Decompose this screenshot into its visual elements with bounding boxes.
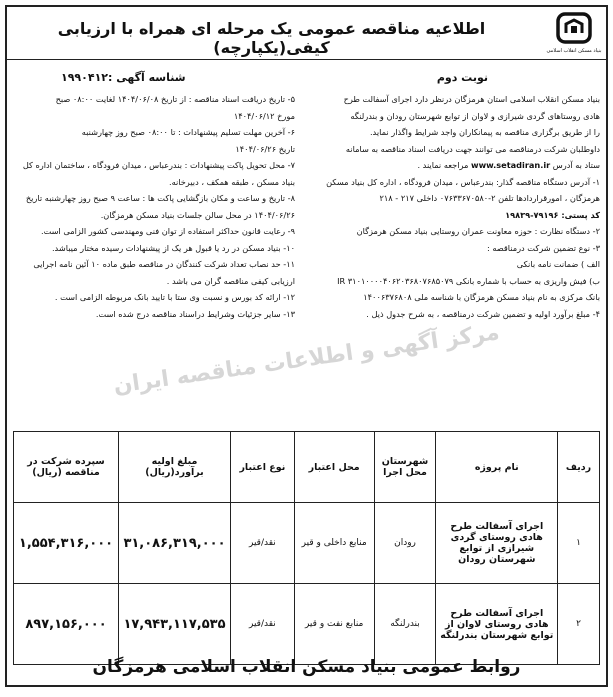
text-line: ۱۳- سایر جزئیات وشرایط دراسناد مناقصه درج شده است.	[95, 308, 295, 319]
text-line: کد پستی: ۷۹۱۹۶-۱۹۸۳۹	[505, 209, 600, 220]
col-header-credit-source: محل اعتبار	[294, 432, 374, 503]
tender-notice	[5, 5, 608, 687]
left-column	[15, 91, 295, 322]
cell-project: اجرای آسفالت طرح هادی روستای گردی شیرازی از توابع شهرستان رودان	[436, 503, 558, 584]
text-line: ۸- تاریخ و ساعت و مکان بازگشایی پاکت ها : ساعت ۹ صبح روز چهارشنبه تاریخ	[25, 193, 295, 203]
watermark-text: مرکز آگهی و اطلاعات مناقصه ایران	[111, 320, 502, 399]
logo-caption: بنیاد مسکن انقلاب اسلامی	[546, 48, 602, 54]
table-header-row	[14, 432, 600, 503]
cell-credit-type: نقد/قیر	[230, 584, 294, 665]
text-line: ۱۲- ارائه کد بورس و نسبت وی ستا با تایید بانک مربوطه الزامی است .	[54, 292, 295, 302]
notice-header	[7, 7, 606, 60]
organization-logo	[546, 11, 602, 55]
text-line	[308, 157, 600, 174]
text-line: ۵- تاریخ دریافت اسناد مناقصه : از تاریخ ۱۴۰۴/۰۶/۰۸ لغایت ۰۸:۰۰ صبح	[55, 94, 295, 104]
cell-city: رودان	[374, 503, 436, 584]
cell-project: اجرای آسفالت طرح هادی روستای لاوان از توابع شهرستان بندرلنگه	[436, 584, 558, 665]
text-line: ۱۴۰۴/۰۶/۲۶ در محل سالن جلسات بنیاد مسکن هرمزگان.	[100, 209, 295, 220]
footer-signature: روابط عمومی بنیاد مسکن انقلاب اسلامی هرمزگان	[92, 657, 521, 677]
round-label: نوبت دوم	[436, 71, 488, 84]
text-line: ۶- آخرین مهلت تسلیم پیشنهادات : تا ۰۸:۰۰ صبح روز چهارشنبه	[81, 127, 295, 137]
cell-estimate: ۳۱,۰۸۶,۳۱۹,۰۰۰	[119, 503, 231, 584]
text-line: بنیاد مسکن ، طبقه همکف ، دبیرخانه.	[168, 176, 295, 187]
text-line: را از طریق برگزاری مناقصه به پیمانکاران واجد شرایط واگذار نماید.	[369, 127, 600, 137]
cell-row-no: ۱	[558, 503, 600, 584]
website-suffix: مراجعه نمایند .	[417, 160, 469, 170]
text-line: ۴- مبلغ برآورد اولیه و تضمین شرکت درمناقصه ، به شرح جدول ذیل .	[366, 308, 600, 319]
text-line: هادی روستاهای گردی شیرازی و لاوان از توابع شهرستان رودان و بندرلنگه	[350, 110, 600, 121]
col-header-deposit: سپرده شرکت در مناقصه (ریال)	[14, 432, 119, 503]
cell-row-no: ۲	[558, 584, 600, 665]
text-line: داوطلبان شرکت درمناقصه می توانند جهت دریافت اسناد مناقصه به سامانه	[345, 143, 600, 154]
text-line: ب) فیش واریزی به حساب با شماره بانکی IR ۳۱۰۱۰۰۰۰۴۰۶۲۰۳۶۸۰۷۶۸۵۰۷۹	[337, 275, 600, 286]
text-line: ۱۰- بنیاد مسکن در رد یا قبول هر یک از پیشنهادات رسیده مختار میباشد.	[51, 242, 295, 253]
tender-table	[13, 431, 600, 665]
website-prefix: ستاد به آدرس	[552, 160, 600, 170]
text-line: بنیاد مسکن انقلاب اسلامی استان هرمزگان درنظر دارد اجرای آسفالت طرح	[343, 94, 600, 104]
table-row	[14, 503, 600, 584]
col-header-project: نام پروژه	[436, 432, 558, 503]
text-line: ۹- رعایت قانون حداکثر استفاده از توان فنی ومهندسی کشور الزامی است.	[40, 226, 295, 236]
cell-credit-source: منابع نفت و قیر	[294, 584, 374, 665]
cell-credit-type: نقد/قیر	[230, 503, 294, 584]
cell-credit-source: منابع داخلی و قیر	[294, 503, 374, 584]
cell-estimate: ۱۷,۹۴۳,۱۱۷,۵۳۵	[119, 584, 231, 665]
ad-id: شناسه آگهی :۱۹۹۰۴۱۲	[61, 71, 186, 84]
cell-deposit: ۱,۵۵۴,۳۱۶,۰۰۰	[14, 503, 119, 584]
text-line: هرمزگان ، امورقراردادها تلفن ۲-۰۷۶۳۳۶۷۰۵۸۰ داخلی ۲۱۷ - ۲۱۸	[379, 193, 600, 203]
website-link[interactable]: www.setadiran.ir	[471, 160, 551, 170]
table-row	[14, 584, 600, 665]
text-line: تاریخ ۱۴۰۴/۰۶/۲۶	[235, 143, 295, 154]
text-line: ۱۱- حد نصاب تعداد شرکت کنندگان در مناقصه طبق ماده ۱۰ آئین نامه اجرایی	[33, 259, 295, 269]
text-line: الف ) ضمانت نامه بانکی	[516, 259, 600, 269]
col-header-city: شهرستان محل اجرا	[374, 432, 436, 503]
text-line: ۳- نوع تضمین شرکت درمناقصه :	[486, 242, 600, 253]
house-logo-icon	[546, 11, 602, 55]
text-line: مورخ ۱۴۰۴/۰۶/۱۲	[233, 110, 295, 121]
cell-city: بندرلنگه	[374, 584, 436, 665]
text-line: ۷- محل تحویل پاکت پیشنهادات : بندرعباس ، میدان فرودگاه ، ساختمان اداره کل	[22, 160, 295, 170]
col-header-estimate: مبلغ اولیه برآورد(ریال)	[119, 432, 231, 503]
text-line: بانک مرکزی به نام بنیاد مسکن هرمزگان با شناسه ملی ۱۴۰۰۶۳۷۶۸۰۸	[363, 292, 600, 302]
col-header-row-no: ردیف	[558, 432, 600, 503]
notice-title: اطلاعیه مناقصه عمومی یک مرحله ای همراه با ارزیابی کیفی(یکپارچه)	[57, 19, 486, 57]
text-line: ۲- دستگاه نظارت : حوزه معاونت عمران روستایی بنیاد مسکن هرمزگان	[356, 226, 600, 236]
cell-deposit: ۸۹۷,۱۵۶,۰۰۰	[14, 584, 119, 665]
right-column	[308, 91, 600, 322]
col-header-credit-type: نوع اعتبار	[230, 432, 294, 503]
text-line: ارزیابی کیفی مناقصه گران می باشد .	[166, 275, 295, 286]
text-line: ۱- آدرس دستگاه مناقصه گذار: بندرعباس ، میدان فرودگاه ، اداره کل بنیاد مسکن	[326, 176, 600, 187]
